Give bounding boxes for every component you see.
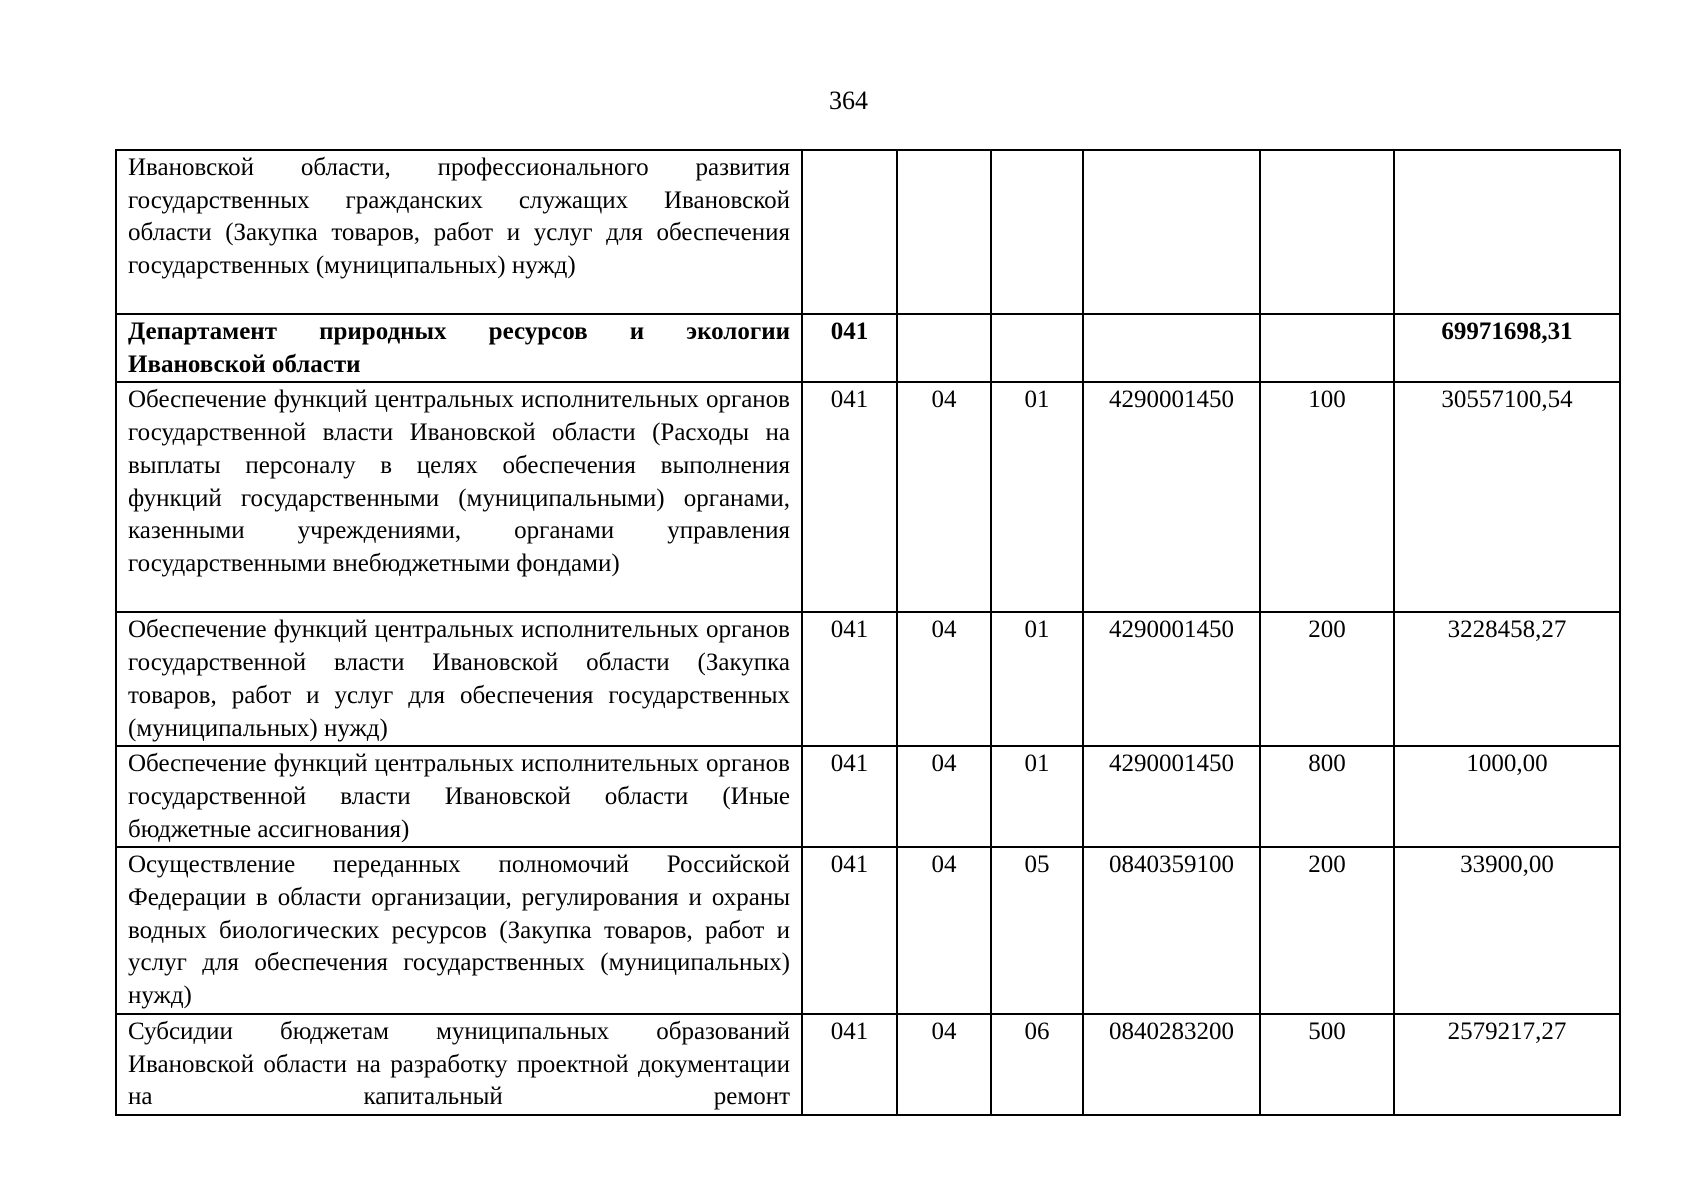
- expense-type-cell: 500: [1260, 1014, 1394, 1115]
- section-code-cell: [897, 150, 991, 314]
- target-item-cell: 4290001450: [1083, 382, 1260, 612]
- table-row: [116, 612, 1620, 746]
- ministry-code-cell: 041: [802, 314, 897, 382]
- target-item-cell: [1083, 314, 1260, 382]
- amount-cell: 2579217,27: [1394, 1014, 1620, 1115]
- target-item-cell: [1083, 150, 1260, 314]
- expense-type-cell: [1260, 150, 1394, 314]
- amount-cell: 1000,00: [1394, 746, 1620, 847]
- subsection-code-cell: 06: [991, 1014, 1083, 1115]
- ministry-code-cell: 041: [802, 847, 897, 1014]
- expense-type-cell: 100: [1260, 382, 1394, 612]
- expense-name-cell: Субсидии бюджетам муниципальных образований Ивановской области на разработку проектной документации на капитальный ремонт: [116, 1014, 802, 1115]
- table-row: [116, 382, 1620, 612]
- amount-cell: [1394, 150, 1620, 314]
- expense-name-cell: Ивановской области, профессионального развития государственных гражданских служащих Ивановской области (Закупка товаров, работ и услуг для обеспечения государственных (муниципальных) нужд): [116, 150, 802, 314]
- section-code-cell: [897, 314, 991, 382]
- ministry-code-cell: 041: [802, 1014, 897, 1115]
- section-code-cell: 04: [897, 612, 991, 746]
- table-row: [116, 1014, 1620, 1115]
- expense-type-cell: [1260, 314, 1394, 382]
- subsection-code-cell: [991, 314, 1083, 382]
- table-row: [116, 746, 1620, 847]
- section-code-cell: 04: [897, 847, 991, 1014]
- ministry-code-cell: [802, 150, 897, 314]
- amount-cell: 3228458,27: [1394, 612, 1620, 746]
- subsection-code-cell: [991, 150, 1083, 314]
- ministry-code-cell: 041: [802, 746, 897, 847]
- expense-type-cell: 200: [1260, 612, 1394, 746]
- budget-allocation-table: [115, 149, 1621, 1116]
- expense-type-cell: 200: [1260, 847, 1394, 1014]
- subsection-code-cell: 01: [991, 746, 1083, 847]
- table-row-department-header: [116, 314, 1620, 382]
- table-row: [116, 150, 1620, 314]
- page-number: 364: [829, 86, 868, 115]
- expense-type-cell: 800: [1260, 746, 1394, 847]
- section-code-cell: 04: [897, 382, 991, 612]
- amount-cell: 33900,00: [1394, 847, 1620, 1014]
- subsection-code-cell: 01: [991, 612, 1083, 746]
- amount-cell: 69971698,31: [1394, 314, 1620, 382]
- target-item-cell: 0840359100: [1083, 847, 1260, 1014]
- expense-name-cell: Обеспечение функций центральных исполнительных органов государственной власти Ивановской области (Закупка товаров, работ и услуг для обеспечения государственных (муниципальных) нужд): [116, 612, 802, 746]
- subsection-code-cell: 01: [991, 382, 1083, 612]
- amount-cell: 30557100,54: [1394, 382, 1620, 612]
- target-item-cell: 0840283200: [1083, 1014, 1260, 1115]
- target-item-cell: 4290001450: [1083, 746, 1260, 847]
- section-code-cell: 04: [897, 1014, 991, 1115]
- table-row: [116, 847, 1620, 1014]
- subsection-code-cell: 05: [991, 847, 1083, 1014]
- expense-name-cell: Департамент природных ресурсов и экологии Ивановской области: [116, 314, 802, 382]
- expense-name-cell: Обеспечение функций центральных исполнительных органов государственной власти Ивановской области (Расходы на выплаты персоналу в целях обеспечения выполнения функций государственными (муниципальными) органами, казенными учреждениями, органами управления государственными внебюджетными фондами): [116, 382, 802, 612]
- ministry-code-cell: 041: [802, 612, 897, 746]
- ministry-code-cell: 041: [802, 382, 897, 612]
- target-item-cell: 4290001450: [1083, 612, 1260, 746]
- expense-name-cell: Обеспечение функций центральных исполнительных органов государственной власти Ивановской области (Иные бюджетные ассигнования): [116, 746, 802, 847]
- expense-name-cell: Осуществление переданных полномочий Российской Федерации в области организации, регулирования и охраны водных биологических ресурсов (Закупка товаров, работ и услуг для обеспечения государственных (муниципальных) нужд): [116, 847, 802, 1014]
- section-code-cell: 04: [897, 746, 991, 847]
